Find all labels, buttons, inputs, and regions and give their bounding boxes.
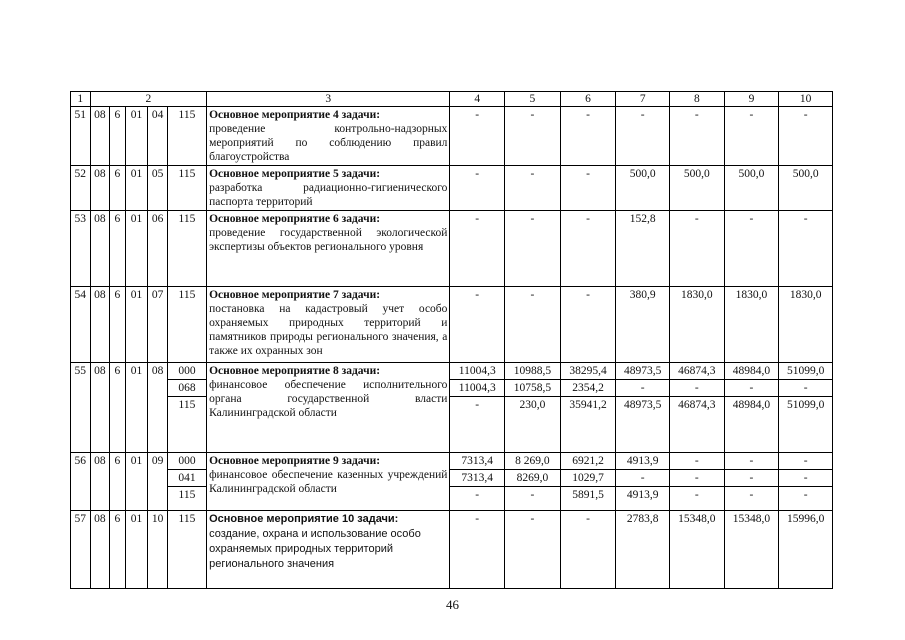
measure-text: разработка радиационно-гигиенического паспорта территорий bbox=[209, 182, 448, 208]
value-cell: - bbox=[779, 211, 833, 287]
value-cell: 8 269,0 bbox=[505, 453, 561, 470]
measure-text: постановка на кадастровый учет особо охраняемых природных территорий и памятников природы регионального значения, а также их охранных зон bbox=[209, 303, 448, 357]
value-cell: 1830,0 bbox=[724, 287, 779, 363]
code-cell: 6 bbox=[110, 453, 125, 511]
value-cell: - bbox=[450, 107, 505, 166]
value-cell: - bbox=[779, 380, 833, 397]
measure-title: Основное мероприятие 9 задачи: bbox=[209, 455, 381, 467]
code-cell: 115 bbox=[167, 211, 206, 287]
value-cell: 10758,5 bbox=[505, 380, 561, 397]
value-cell: - bbox=[450, 511, 505, 589]
code-cell: 6 bbox=[110, 107, 125, 166]
measure-title: Основное мероприятие 5 задачи: bbox=[209, 168, 381, 180]
code-cell: 08 bbox=[90, 107, 110, 166]
value-cell: - bbox=[724, 470, 779, 487]
code-cell: 6 bbox=[110, 511, 125, 589]
code-cell: 115 bbox=[167, 487, 206, 511]
code-cell: 01 bbox=[125, 511, 148, 589]
value-cell: - bbox=[450, 166, 505, 211]
value-cell: - bbox=[670, 107, 725, 166]
header-col-3: 3 bbox=[207, 92, 450, 107]
measure-description bbox=[207, 107, 450, 166]
header-col-1: 1 bbox=[71, 92, 91, 107]
value-cell: 51099,0 bbox=[779, 397, 833, 453]
code-cell: 10 bbox=[148, 511, 168, 589]
measure-description bbox=[207, 363, 450, 453]
value-cell: - bbox=[505, 107, 561, 166]
value-cell: 10988,5 bbox=[505, 363, 561, 380]
table-subrow bbox=[71, 470, 833, 487]
page-number: 46 bbox=[446, 597, 459, 612]
value-cell: 1830,0 bbox=[670, 287, 725, 363]
value-cell: 11004,3 bbox=[450, 363, 505, 380]
value-cell: - bbox=[505, 511, 561, 589]
row-number: 52 bbox=[71, 166, 91, 211]
code-cell: 6 bbox=[110, 211, 125, 287]
measure-description bbox=[207, 211, 450, 287]
value-cell: 35941,2 bbox=[560, 397, 616, 453]
code-cell: 08 bbox=[90, 453, 110, 511]
code-cell: 01 bbox=[125, 287, 148, 363]
table-row bbox=[71, 211, 833, 287]
value-cell: 48984,0 bbox=[724, 363, 779, 380]
measure-text: финансовое обеспечение исполнительного органа государственной власти Калининградской области bbox=[209, 379, 448, 419]
measure-title: Основное мероприятие 10 задачи: bbox=[209, 513, 399, 525]
code-cell: 6 bbox=[110, 363, 125, 453]
table-row bbox=[71, 166, 833, 211]
value-cell: 46874,3 bbox=[670, 397, 725, 453]
measure-description bbox=[207, 287, 450, 363]
table-row bbox=[71, 453, 833, 470]
value-cell: 230,0 bbox=[505, 397, 561, 453]
code-cell: 08 bbox=[90, 287, 110, 363]
value-cell: - bbox=[779, 470, 833, 487]
row-number: 53 bbox=[71, 211, 91, 287]
measure-title: Основное мероприятие 7 задачи: bbox=[209, 289, 381, 301]
value-cell: - bbox=[670, 470, 725, 487]
value-cell: 15348,0 bbox=[670, 511, 725, 589]
table-row bbox=[71, 511, 833, 589]
value-cell: 11004,3 bbox=[450, 380, 505, 397]
code-cell: 07 bbox=[148, 287, 168, 363]
measure-description bbox=[207, 511, 450, 589]
code-cell: 6 bbox=[110, 166, 125, 211]
header-col-7: 7 bbox=[616, 92, 670, 107]
value-cell: - bbox=[670, 487, 725, 511]
measure-title: Основное мероприятие 4 задачи: bbox=[209, 109, 381, 121]
value-cell: - bbox=[560, 211, 616, 287]
value-cell: 500,0 bbox=[779, 166, 833, 211]
measure-text: проведение контрольно-надзорных мероприятий по соблюдению правил благоустройства bbox=[209, 123, 448, 163]
table-row bbox=[71, 107, 833, 166]
code-cell: 08 bbox=[90, 511, 110, 589]
header-col-2: 2 bbox=[90, 92, 207, 107]
header-col-10: 10 bbox=[779, 92, 833, 107]
value-cell: - bbox=[779, 453, 833, 470]
value-cell: 500,0 bbox=[724, 166, 779, 211]
value-cell: 1830,0 bbox=[779, 287, 833, 363]
code-cell: 08 bbox=[148, 363, 168, 453]
code-cell: 068 bbox=[167, 380, 206, 397]
value-cell: - bbox=[616, 470, 670, 487]
code-cell: 115 bbox=[167, 107, 206, 166]
value-cell: 51099,0 bbox=[779, 363, 833, 380]
value-cell: - bbox=[724, 453, 779, 470]
budget-table bbox=[70, 91, 833, 589]
header-col-5: 5 bbox=[505, 92, 561, 107]
code-cell: 115 bbox=[167, 166, 206, 211]
value-cell: 4913,9 bbox=[616, 453, 670, 470]
row-number: 54 bbox=[71, 287, 91, 363]
value-cell: 15996,0 bbox=[779, 511, 833, 589]
value-cell: 4913,9 bbox=[616, 487, 670, 511]
value-cell: 48973,5 bbox=[616, 363, 670, 380]
value-cell: 2783,8 bbox=[616, 511, 670, 589]
code-cell: 115 bbox=[167, 287, 206, 363]
value-cell: - bbox=[505, 166, 561, 211]
value-cell: - bbox=[505, 287, 561, 363]
value-cell: - bbox=[779, 487, 833, 511]
budget-table-container bbox=[70, 91, 833, 589]
value-cell: 5891,5 bbox=[560, 487, 616, 511]
row-number: 55 bbox=[71, 363, 91, 453]
value-cell: 2354,2 bbox=[560, 380, 616, 397]
measure-description bbox=[207, 453, 450, 511]
code-cell: 09 bbox=[148, 453, 168, 511]
value-cell: 1029,7 bbox=[560, 470, 616, 487]
value-cell: - bbox=[670, 453, 725, 470]
value-cell: - bbox=[724, 211, 779, 287]
value-cell: - bbox=[670, 380, 725, 397]
row-number: 57 bbox=[71, 511, 91, 589]
table-row bbox=[71, 363, 833, 380]
header-col-4: 4 bbox=[450, 92, 505, 107]
row-number: 56 bbox=[71, 453, 91, 511]
measure-text: финансовое обеспечение казенных учреждений Калининградской области bbox=[209, 469, 448, 495]
value-cell: - bbox=[670, 211, 725, 287]
value-cell: - bbox=[505, 487, 561, 511]
code-cell: 01 bbox=[125, 107, 148, 166]
code-cell: 000 bbox=[167, 363, 206, 380]
value-cell: 48973,5 bbox=[616, 397, 670, 453]
row-number: 51 bbox=[71, 107, 91, 166]
code-cell: 06 bbox=[148, 211, 168, 287]
measure-text: создание, охрана и использование особо охраняемых природных территорий регионального значения bbox=[209, 528, 421, 570]
code-cell: 115 bbox=[167, 397, 206, 453]
value-cell: - bbox=[616, 380, 670, 397]
code-cell: 01 bbox=[125, 453, 148, 511]
table-subrow bbox=[71, 397, 833, 453]
code-cell: 08 bbox=[90, 363, 110, 453]
measure-title: Основное мероприятие 6 задачи: bbox=[209, 213, 381, 225]
code-cell: 6 bbox=[110, 287, 125, 363]
value-cell: - bbox=[560, 511, 616, 589]
value-cell: - bbox=[616, 107, 670, 166]
value-cell: - bbox=[450, 211, 505, 287]
value-cell: - bbox=[779, 107, 833, 166]
code-cell: 08 bbox=[90, 166, 110, 211]
table-subrow bbox=[71, 487, 833, 511]
value-cell: - bbox=[560, 107, 616, 166]
header-col-9: 9 bbox=[724, 92, 779, 107]
table-subrow bbox=[71, 380, 833, 397]
code-cell: 04 bbox=[148, 107, 168, 166]
value-cell: - bbox=[505, 211, 561, 287]
value-cell: 6921,2 bbox=[560, 453, 616, 470]
value-cell: - bbox=[450, 487, 505, 511]
value-cell: 152,8 bbox=[616, 211, 670, 287]
value-cell: 15348,0 bbox=[724, 511, 779, 589]
value-cell: - bbox=[724, 380, 779, 397]
value-cell: - bbox=[450, 287, 505, 363]
value-cell: 8269,0 bbox=[505, 470, 561, 487]
header-col-8: 8 bbox=[670, 92, 725, 107]
code-cell: 000 bbox=[167, 453, 206, 470]
value-cell: 38295,4 bbox=[560, 363, 616, 380]
code-cell: 041 bbox=[167, 470, 206, 487]
code-cell: 05 bbox=[148, 166, 168, 211]
value-cell: 48984,0 bbox=[724, 397, 779, 453]
value-cell: 500,0 bbox=[670, 166, 725, 211]
value-cell: 7313,4 bbox=[450, 453, 505, 470]
code-cell: 115 bbox=[167, 511, 206, 589]
measure-text: проведение государственной экологической экспертизы объектов регионального уровня bbox=[209, 227, 448, 253]
code-cell: 01 bbox=[125, 166, 148, 211]
value-cell: - bbox=[450, 397, 505, 453]
measure-title: Основное мероприятие 8 задачи: bbox=[209, 365, 381, 377]
code-cell: 01 bbox=[125, 211, 148, 287]
value-cell: - bbox=[560, 287, 616, 363]
header-col-6: 6 bbox=[560, 92, 616, 107]
value-cell: - bbox=[560, 166, 616, 211]
value-cell: 500,0 bbox=[616, 166, 670, 211]
code-cell: 08 bbox=[90, 211, 110, 287]
value-cell: - bbox=[724, 487, 779, 511]
value-cell: - bbox=[724, 107, 779, 166]
header-row bbox=[71, 92, 833, 107]
value-cell: 7313,4 bbox=[450, 470, 505, 487]
value-cell: 46874,3 bbox=[670, 363, 725, 380]
value-cell: 380,9 bbox=[616, 287, 670, 363]
table-row bbox=[71, 287, 833, 363]
code-cell: 01 bbox=[125, 363, 148, 453]
measure-description bbox=[207, 166, 450, 211]
